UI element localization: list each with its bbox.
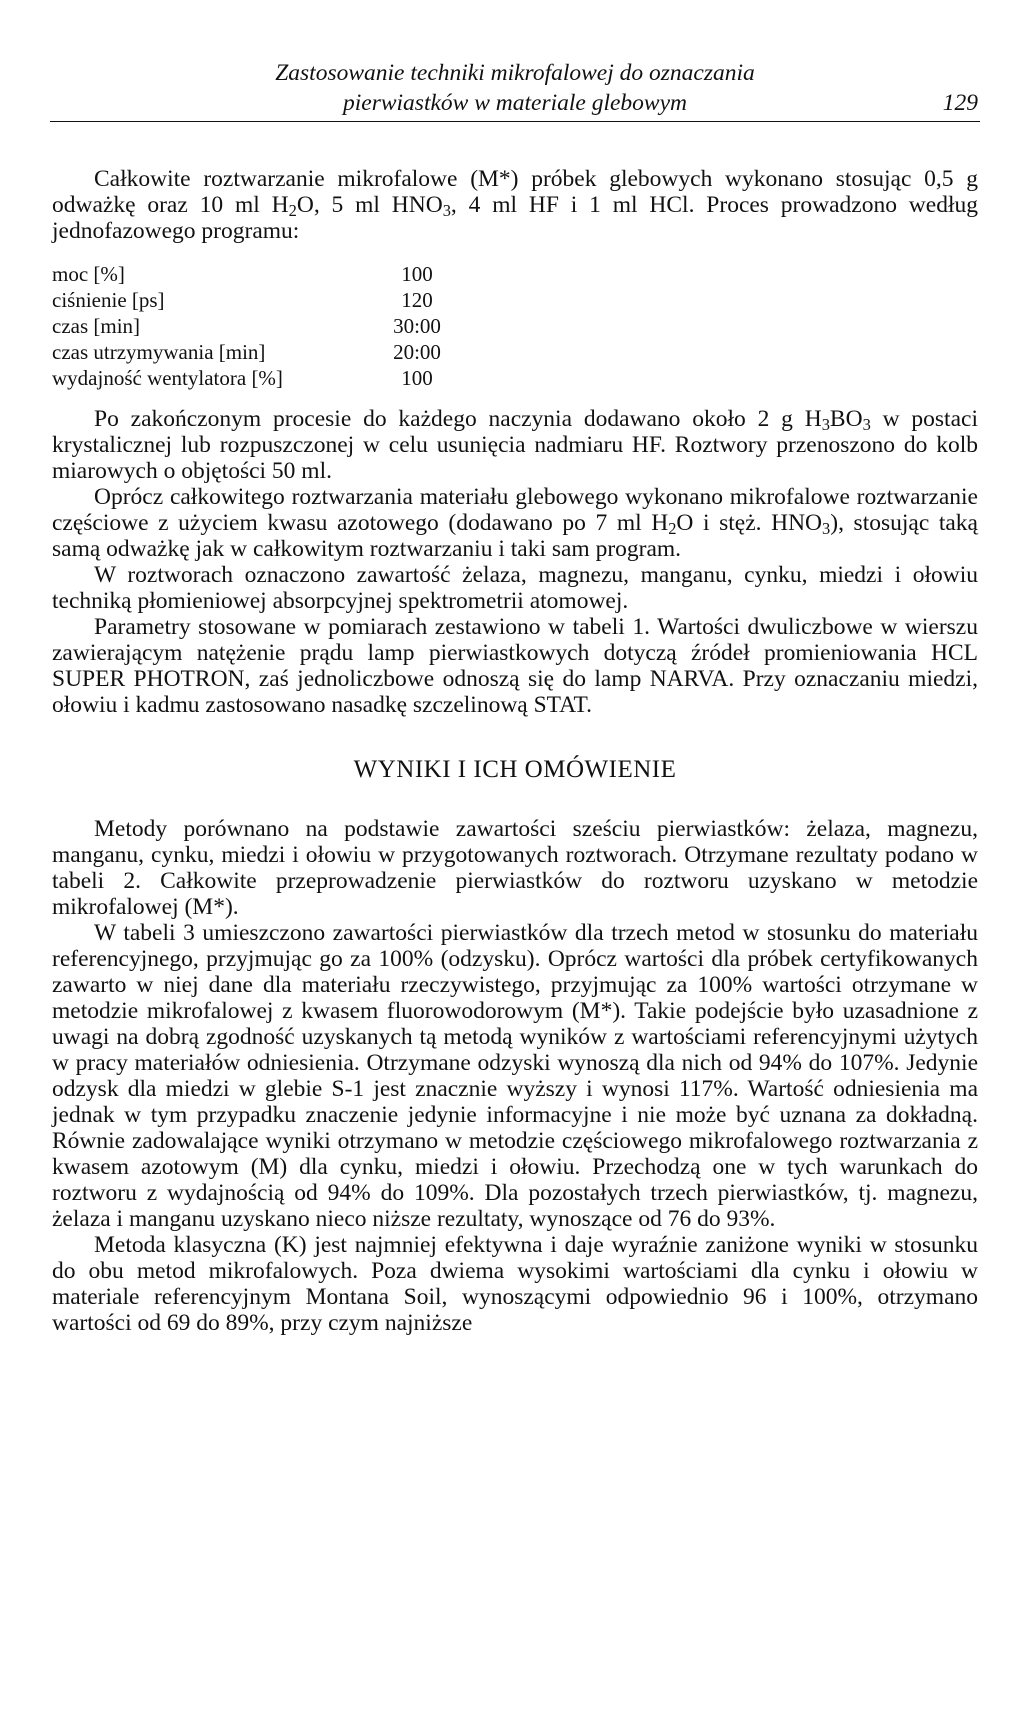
subscript: 2	[668, 519, 677, 539]
text-run: BO	[829, 406, 863, 432]
paragraph-boric-acid	[52, 406, 978, 484]
header-rule	[50, 121, 980, 122]
text-run: , 4 ml HF i 1 ml HCl. Proces prowadzono według jednofazowego programu:	[52, 192, 978, 244]
text-run: ), stosując taką samą odważkę jak w całkowitym roztwarzaniu i taki sam program.	[52, 510, 978, 562]
parameter-row	[52, 339, 978, 365]
parameter-value: 100	[401, 366, 433, 390]
paragraph-table-3: W tabeli 3 umieszczono zawartości pierwiastków dla trzech metod w stosunku do materiału referencyjnego, przyjmując go za 100% (odzysku). Oprócz wartości dla próbek certyfikowanych zawarto w niej dane dla materiału rzeczywistego, przyjmując za 100% wartości otrzymane w metodzie mikrofalowej z kwasem fluorowodorowym (M*). Takie podejście było uzasadnione z uwagi na dobrą zgodność uzyskanych tą metodą wyników z wartościami referencyjnymi użytych w pracy materiałów odniesienia. Otrzymane odzyski wynoszą dla nich od 94% do 107%. Jedynie odzysk dla miedzi w glebie S-1 jest znacznie wyższy i wynosi 117%. Wartość odniesienia ma jednak w tym przypadku znaczenie jedynie informacyjne i nie może być uznana za dokładną. Równie zadowalające wyniki otrzymano w metodzie częściowego mikrofalowego roztwarzania z kwasem azotowym (M) dla cynku, miedzi i ołowiu. Przechodzą one w tych warunkach do roztworu z wydajnością od 94% do 109%. Dla pozostałych trzech pierwiastków, tj. magnezu, żelaza i manganu uzyskano nieco niższe rezultaty, wynoszące od 76 do 93%.	[52, 920, 978, 1232]
subscript: 3	[862, 415, 871, 435]
program-parameters	[52, 261, 978, 391]
page-number: 129	[942, 90, 978, 116]
parameter-label: czas [min]	[52, 314, 141, 338]
parameter-label: moc [%]	[52, 262, 125, 286]
running-title-line-2: pierwiastków w materiale glebowym	[343, 90, 687, 116]
subscript: 3	[442, 201, 451, 221]
paragraph-classical-method: Metoda klasyczna (K) jest najmniej efektywna i daje wyraźnie zaniżone wyniki w stosunku do obu metod mikrofalowych. Poza dwiema wysokimi wartościami dla cynku i ołowiu w materiale referencyjnym Montana Soil, wynoszącymi odpowiednio 96 i 100%, otrzymano wartości od 69 do 89%, przy czym najniższe	[52, 1232, 978, 1336]
text-run: O, 5 ml HNO	[296, 192, 443, 218]
section-heading: WYNIKI I ICH OMÓWIENIE	[353, 756, 677, 783]
text-run: Po zakończonym procesie do każdego naczynia dodawano około 2 g H	[94, 406, 822, 432]
paragraph-methods-compared: Metody porównano na podstawie zawartości sześciu pierwiastków: żelaza, magnezu, manganu, cynku, miedzi i ołowiu w przygotowanych roztworach. Otrzymane rezultaty podano w tabeli 2. Całkowite przeprowadzenie pierwiastków do roztworu uzyskano w metodzie mikrofalowej (M*).	[52, 816, 978, 920]
parameter-row	[52, 287, 978, 313]
parameter-value: 30:00	[393, 314, 441, 338]
parameter-value: 20:00	[393, 340, 441, 364]
parameter-label: czas utrzymywania [min]	[52, 340, 266, 364]
text-run: w postaci krystalicznej lub rozpuszczonej w celu usunięcia nadmiaru HF. Roztwory przenoszono do kolb miarowych o objętości 50 ml.	[52, 406, 978, 484]
subscript: 2	[288, 201, 297, 221]
parameter-row	[52, 261, 978, 287]
page	[52, 58, 978, 1336]
running-title-line-1: Zastosowanie techniki mikrofalowej do oznaczania	[275, 60, 755, 86]
parameter-row	[52, 365, 978, 391]
running-header	[52, 58, 978, 118]
parameter-label: ciśnienie [ps]	[52, 288, 165, 312]
paragraph-measurement-parameters: Parametry stosowane w pomiarach zestawiono w tabeli 1. Wartości dwuliczbowe w wierszu zawierającym natężenie prądu lamp pierwiastkowych dotyczą źródeł promieniowania HCL SUPER PHOTRON, zaś jednoliczbowe odnoszą się do lamp NARVA. Przy oznaczaniu miedzi, ołowiu i kadmu zastosowano nasadkę szczelinową STAT.	[52, 614, 978, 718]
text-run: Oprócz całkowitego roztwarzania materiału glebowego wykonano mikrofalowe roztwarzanie częściowe z użyciem kwasu azotowego (dodawano po 7 ml H	[52, 484, 978, 536]
subscript: 3	[822, 519, 831, 539]
parameter-value: 120	[401, 288, 433, 312]
parameter-value: 100	[401, 262, 433, 286]
paragraph-partial-digestion	[52, 484, 978, 562]
paragraph-elements-determined: W roztworach oznaczono zawartość żelaza, magnezu, manganu, cynku, miedzi i ołowiu techniką płomieniowej absorpcyjnej spektrometrii atomowej.	[52, 562, 978, 614]
text-run: O i stęż. HNO	[676, 510, 823, 536]
text-run: Całkowite roztwarzanie mikrofalowe (M*) próbek glebowych wykonano stosując 0,5 g odważkę oraz 10 ml H	[52, 166, 978, 218]
parameter-label: wydajność wentylatora [%]	[52, 366, 283, 390]
subscript: 3	[821, 415, 830, 435]
paragraph-digestion-intro	[52, 166, 978, 244]
parameter-row	[52, 313, 978, 339]
